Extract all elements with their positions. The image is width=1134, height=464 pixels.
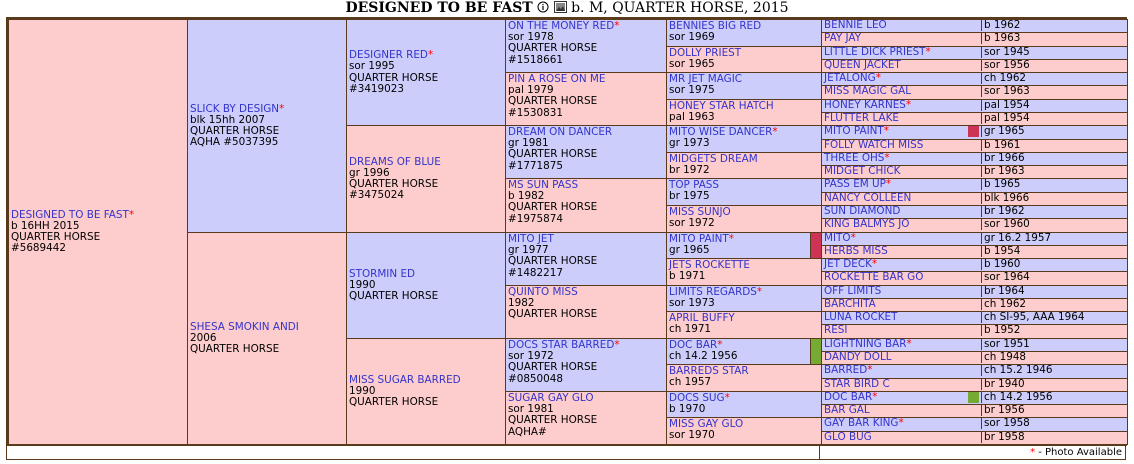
gen5-ancestor bbox=[821, 218, 1128, 233]
gen5-name-cell bbox=[822, 418, 980, 429]
horse-detail-line: sor 1960 bbox=[981, 219, 1127, 230]
horse-detail-line: gr 16.2 1957 bbox=[981, 233, 1127, 244]
horse-detail-line: pal 1979 bbox=[508, 84, 554, 97]
photo-star: * bbox=[906, 339, 912, 350]
horse-name-link[interactable]: QUINTO MISS bbox=[508, 286, 578, 298]
gen4-ancestor bbox=[666, 285, 822, 312]
gen5-ancestor bbox=[821, 59, 1128, 73]
horse-detail-line: QUARTER HORSE bbox=[349, 290, 439, 303]
gen5-name-cell bbox=[822, 352, 980, 363]
gen5-ancestor bbox=[821, 364, 1128, 379]
horse-name-link[interactable]: JETALONG bbox=[824, 73, 876, 84]
horse-detail-line: #3419023 bbox=[349, 82, 404, 95]
horse-name-link[interactable]: HERBS MISS bbox=[824, 246, 888, 257]
horse-name-link[interactable]: PAY JAY bbox=[824, 33, 862, 44]
horse-detail-line: pal 1954 bbox=[981, 113, 1127, 124]
horse-detail-line: br 1956 bbox=[981, 405, 1127, 416]
gen5-ancestor bbox=[821, 271, 1128, 286]
gen2-ancestor bbox=[346, 232, 506, 339]
horse-detail-line: gr 1965 bbox=[669, 244, 710, 257]
horse-detail-line: 2006 bbox=[190, 331, 217, 344]
horse-detail-line: QUARTER HORSE bbox=[11, 231, 101, 243]
horse-name-link[interactable]: DREAMS OF BLUE bbox=[349, 155, 441, 168]
horse-name-link[interactable]: BARRED bbox=[824, 365, 868, 376]
horse-detail-line: br 1972 bbox=[669, 164, 710, 177]
horse-detail-line: b 1960 bbox=[981, 259, 1127, 270]
horse-detail-line: QUARTER HORSE bbox=[190, 343, 280, 356]
horse-detail-line: sor 1970 bbox=[669, 429, 715, 442]
horse-detail-line: blk 15hh 2007 bbox=[190, 113, 265, 126]
horse-name-link[interactable]: BENNIE LEO bbox=[824, 20, 887, 31]
gen5-ancestor bbox=[821, 351, 1128, 365]
gen4-ancestor bbox=[666, 99, 822, 126]
gen5-name-cell bbox=[822, 47, 980, 58]
gen4-ancestor bbox=[666, 311, 822, 339]
gen5-ancestor bbox=[821, 338, 1128, 352]
horse-detail-line: ch 15.2 1946 bbox=[981, 365, 1127, 376]
horse-detail-line: ch 1971 bbox=[669, 323, 712, 336]
horse-detail-line: QUARTER HORSE bbox=[508, 414, 598, 427]
info-circle-icon[interactable] bbox=[537, 1, 549, 18]
gen4-ancestor bbox=[666, 364, 822, 392]
horse-name-link[interactable]: RESI bbox=[824, 325, 848, 336]
horse-detail-line: sor 1963 bbox=[981, 86, 1127, 97]
horse-detail-line: sor 1958 bbox=[981, 418, 1127, 429]
horse-detail-line: #5689442 bbox=[11, 242, 66, 255]
gen5-ancestor bbox=[821, 178, 1128, 193]
gen1-ancestor bbox=[187, 19, 347, 233]
gen5-name-cell bbox=[822, 286, 980, 297]
horse-name-link[interactable]: BARCHITA bbox=[824, 299, 876, 310]
horse-detail-line: #1518661 bbox=[508, 53, 563, 66]
photo-legend bbox=[819, 446, 1126, 460]
horse-detail-line: pal 1963 bbox=[669, 111, 715, 124]
horse-name-link[interactable]: MISS SUGAR BARRED bbox=[349, 373, 461, 386]
gen5-name-cell bbox=[822, 206, 980, 217]
gen5-name-cell bbox=[822, 140, 980, 151]
gen5-name-cell bbox=[822, 312, 980, 323]
legend-text: - Photo Available bbox=[1035, 447, 1122, 458]
horse-detail-line: br 1975 bbox=[669, 190, 710, 203]
photo-star: * bbox=[128, 208, 135, 221]
gen5-ancestor bbox=[821, 311, 1128, 325]
gen2-ancestor bbox=[346, 125, 506, 233]
gen5-name-cell bbox=[822, 432, 980, 443]
horse-name-link[interactable]: TOP PASS bbox=[669, 179, 719, 191]
photo-star: * bbox=[728, 233, 734, 245]
image-icon[interactable] bbox=[554, 1, 567, 18]
gen3-ancestor bbox=[505, 19, 667, 73]
horse-detail-line: b 1963 bbox=[981, 33, 1127, 44]
horse-detail-line: ch 1957 bbox=[669, 376, 712, 389]
gen5-name-cell bbox=[822, 179, 980, 190]
gen3-ancestor bbox=[505, 232, 667, 286]
color-swatch bbox=[810, 233, 821, 258]
horse-name-link[interactable]: ROCKETTE BAR GO bbox=[824, 272, 924, 283]
gen5-ancestor bbox=[821, 232, 1128, 246]
gen5-ancestor bbox=[821, 324, 1128, 339]
gen5-name-cell bbox=[822, 246, 980, 257]
gen5-name-cell bbox=[822, 193, 980, 204]
gen4-ancestor bbox=[666, 391, 822, 418]
gen4-ancestor bbox=[666, 232, 822, 259]
horse-detail-line: QUARTER HORSE bbox=[508, 148, 598, 161]
horse-detail-line: 1990 bbox=[349, 278, 376, 291]
gen4-ancestor bbox=[666, 46, 822, 73]
horse-name-link[interactable]: DREAM ON DANCER bbox=[508, 126, 613, 138]
horse-detail-line: sor 1945 bbox=[981, 47, 1127, 58]
photo-star: * bbox=[850, 233, 856, 244]
gen5-name-cell bbox=[822, 73, 980, 84]
gen5-name-cell bbox=[822, 405, 980, 416]
horse-name-link[interactable]: DOLLY PRIEST bbox=[669, 47, 742, 59]
horse-name-link[interactable]: MISS GAY GLO bbox=[669, 418, 744, 430]
horse-name-link[interactable]: DOCS STAR BARRED bbox=[508, 339, 615, 351]
horse-name-link[interactable]: MITO bbox=[824, 233, 851, 244]
gen5-ancestor bbox=[821, 85, 1128, 100]
gen3-ancestor bbox=[505, 72, 667, 126]
legend-star: * bbox=[1030, 447, 1036, 458]
subject-cell bbox=[8, 19, 188, 445]
gen5-name-cell bbox=[822, 233, 980, 244]
horse-name-link[interactable]: FOLLY WATCH MISS bbox=[824, 140, 924, 151]
gen5-ancestor bbox=[821, 32, 1128, 47]
gen5-name-cell bbox=[822, 365, 980, 376]
horse-detail-line: pal 1954 bbox=[981, 100, 1127, 111]
gen5-name-cell bbox=[822, 60, 980, 71]
horse-detail-line: b 1971 bbox=[669, 270, 706, 283]
horse-name-link[interactable]: OFF LIMITS bbox=[824, 286, 882, 297]
gen5-name-cell bbox=[822, 299, 980, 310]
gen4-ancestor bbox=[666, 338, 822, 365]
horse-detail-line: QUARTER HORSE bbox=[190, 125, 280, 137]
horse-detail-line: QUARTER HORSE bbox=[349, 178, 439, 190]
horse-name-link[interactable]: BARREDS STAR bbox=[669, 365, 749, 377]
horse-detail-line: ch 14.2 1956 bbox=[981, 392, 1127, 403]
photo-star: * bbox=[885, 179, 892, 190]
photo-star: * bbox=[925, 47, 931, 58]
gen3-ancestor bbox=[505, 285, 667, 339]
gen5-ancestor bbox=[821, 72, 1128, 86]
horse-detail-line: QUARTER HORSE bbox=[349, 396, 439, 409]
color-swatch bbox=[968, 392, 979, 403]
horse-detail-line: br 1962 bbox=[981, 206, 1127, 217]
gen4-ancestor bbox=[666, 152, 822, 179]
gen5-name-cell bbox=[822, 259, 980, 270]
gen3-ancestor bbox=[505, 178, 667, 233]
horse-detail-line: sor 1978 bbox=[508, 31, 554, 44]
horse-name-link[interactable]: JET DECK bbox=[824, 259, 872, 270]
horse-detail-line: ch 1962 bbox=[981, 299, 1127, 310]
horse-name-link[interactable]: LIGHTNING BAR bbox=[824, 339, 907, 350]
horse-name-link[interactable]: MITO JET bbox=[508, 233, 554, 245]
gen5-name-cell bbox=[822, 33, 980, 44]
horse-detail-line: b 1970 bbox=[669, 403, 706, 416]
horse-detail-line: QUARTER HORSE bbox=[508, 201, 598, 214]
horse-detail-line: 1982 bbox=[508, 297, 535, 310]
horse-name-link[interactable]: PIN A ROSE ON ME bbox=[508, 73, 606, 85]
horse-name-link[interactable]: SHESA SMOKIN ANDI bbox=[190, 320, 299, 333]
photo-star: * bbox=[883, 126, 889, 137]
gen5-name-cell bbox=[822, 379, 980, 390]
horse-detail-line: #1975874 bbox=[508, 212, 563, 225]
horse-detail-line: AQHA #5037395 bbox=[190, 136, 279, 149]
gen5-name-cell bbox=[822, 219, 980, 230]
horse-name-link[interactable]: MR JET MAGIC bbox=[669, 73, 743, 85]
gen5-ancestor bbox=[821, 192, 1128, 206]
gen5-name-cell bbox=[822, 100, 980, 111]
horse-detail-line: b 1965 bbox=[981, 179, 1127, 190]
horse-detail-line: gr 1973 bbox=[669, 137, 710, 150]
horse-detail-line: sor 1973 bbox=[669, 297, 715, 310]
horse-name-link[interactable]: SUGAR GAY GLO bbox=[508, 392, 594, 404]
photo-star: * bbox=[279, 102, 285, 115]
gen5-ancestor bbox=[821, 298, 1128, 312]
gen5-ancestor bbox=[821, 165, 1128, 179]
horse-detail-line: sor 1951 bbox=[981, 339, 1127, 350]
horse-detail-line: AQHA# bbox=[508, 425, 547, 438]
horse-name-link[interactable]: HONEY KARNES bbox=[824, 100, 906, 111]
photo-star: * bbox=[905, 100, 912, 111]
gen5-ancestor bbox=[821, 112, 1128, 126]
gen5-name-cell bbox=[822, 325, 980, 336]
horse-name-link[interactable]: JETS ROCKETTE bbox=[669, 259, 750, 271]
gen4-ancestor bbox=[666, 205, 822, 233]
gen5-ancestor bbox=[821, 99, 1128, 113]
page-header bbox=[0, 0, 1134, 17]
gen2-ancestor bbox=[346, 338, 506, 445]
horse-detail-line: QUARTER HORSE bbox=[508, 255, 598, 268]
gen5-name-cell bbox=[822, 272, 980, 283]
horse-detail-line: gr 1996 bbox=[349, 166, 390, 179]
gen5-ancestor bbox=[821, 139, 1128, 153]
gen4-ancestor bbox=[666, 258, 822, 286]
horse-name-link[interactable]: MIDGET CHICK bbox=[824, 166, 901, 177]
horse-name-link[interactable]: GLO BUG bbox=[824, 432, 872, 443]
horse-detail-line: gr 1981 bbox=[508, 137, 549, 150]
gen5-name-cell bbox=[822, 392, 980, 403]
horse-name-link[interactable]: GAY BAR KING bbox=[824, 418, 899, 429]
horse-detail-line: b 16HH 2015 bbox=[11, 219, 80, 232]
horse-name-link[interactable]: DESIGNED TO BE FAST bbox=[11, 208, 129, 221]
gen5-name-cell bbox=[822, 113, 980, 124]
horse-name-link[interactable]: NANCY COLLEEN bbox=[824, 193, 912, 204]
gen4-ancestor bbox=[666, 72, 822, 100]
gen5-name-cell bbox=[822, 153, 980, 164]
gen5-name-cell bbox=[822, 126, 980, 137]
horse-detail-line: gr 1965 bbox=[981, 126, 1127, 137]
photo-star: * bbox=[756, 286, 763, 298]
horse-title[interactable]: DESIGNED TO BE FAST bbox=[345, 0, 533, 16]
horse-name-link[interactable]: MIDGETS DREAM bbox=[669, 153, 758, 165]
horse-detail-line: br 1958 bbox=[981, 432, 1127, 443]
horse-detail-line: sor 1969 bbox=[669, 31, 715, 44]
photo-star: * bbox=[898, 418, 904, 429]
photo-star: * bbox=[724, 392, 730, 404]
horse-name-link[interactable]: MITO PAINT bbox=[669, 233, 729, 245]
photo-star: * bbox=[614, 339, 620, 351]
horse-name-link[interactable]: BAR GAL bbox=[824, 405, 870, 416]
photo-star: * bbox=[875, 73, 881, 84]
horse-name-link[interactable]: MISS SUNJO bbox=[669, 206, 731, 218]
color-swatch bbox=[810, 339, 821, 364]
horse-detail-line: sor 1964 bbox=[981, 272, 1127, 283]
horse-detail-line: #3475024 bbox=[349, 189, 404, 202]
horse-detail-line: 1990 bbox=[349, 384, 376, 397]
horse-detail-line: ch 14.2 1956 bbox=[669, 350, 738, 363]
gen5-ancestor bbox=[821, 417, 1128, 432]
gen4-ancestor bbox=[666, 125, 822, 153]
photo-star: * bbox=[884, 153, 890, 164]
horse-detail-line: b 1982 bbox=[508, 190, 545, 203]
horse-name-link[interactable]: PASS EM UP bbox=[824, 179, 886, 190]
photo-star: * bbox=[871, 259, 878, 270]
horse-name-link[interactable]: THREE OHS bbox=[824, 153, 885, 164]
gen4-ancestor bbox=[666, 19, 822, 47]
gen5-ancestor bbox=[821, 285, 1128, 299]
horse-name-link[interactable]: SUN DIAMOND bbox=[824, 206, 901, 217]
horse-detail-line: sor 1981 bbox=[508, 403, 554, 416]
gen5-ancestor bbox=[821, 258, 1128, 272]
photo-star: * bbox=[872, 392, 878, 403]
horse-name-link[interactable]: QUEEN JACKET bbox=[824, 60, 901, 71]
horse-detail-line: b 1954 bbox=[981, 246, 1127, 257]
horse-name-link[interactable]: APRIL BUFFY bbox=[669, 312, 735, 324]
horse-detail-line: ch SI-95, AAA 1964 bbox=[981, 312, 1127, 323]
gen5-name-cell bbox=[822, 20, 980, 31]
horse-detail-line: QUARTER HORSE bbox=[349, 71, 439, 84]
horse-name-link[interactable]: LIMITS REGARDS bbox=[669, 286, 757, 298]
horse-name-link[interactable]: DOC BAR bbox=[669, 339, 718, 351]
horse-detail-line: #1482217 bbox=[508, 266, 563, 279]
horse-detail-line: QUARTER HORSE bbox=[508, 308, 598, 321]
horse-detail-line: br 1964 bbox=[981, 286, 1127, 297]
horse-detail-line: b 1952 bbox=[981, 325, 1127, 336]
gen3-ancestor bbox=[505, 391, 667, 445]
horse-name-link[interactable]: KING BALMYS JO bbox=[824, 219, 910, 230]
horse-detail-line: QUARTER HORSE bbox=[508, 361, 598, 374]
horse-detail-line: #0850048 bbox=[508, 372, 563, 385]
gen5-name-cell bbox=[822, 166, 980, 177]
horse-name-link[interactable]: FLUTTER LAKE bbox=[824, 113, 899, 124]
horse-detail-line: sor 1995 bbox=[349, 60, 395, 73]
horse-name-link[interactable]: DOCS SUG bbox=[669, 392, 725, 404]
horse-detail-line: ch 1948 bbox=[981, 352, 1127, 363]
horse-detail-line: sor 1956 bbox=[981, 60, 1127, 71]
horse-details: b. M, QUARTER HORSE, 2015 bbox=[571, 0, 789, 16]
horse-detail-line: #1530831 bbox=[508, 106, 563, 119]
horse-name-link[interactable]: DESIGNER RED bbox=[349, 49, 428, 62]
gen5-ancestor bbox=[821, 46, 1128, 60]
horse-detail-line: sor 1975 bbox=[669, 84, 715, 97]
photo-star: * bbox=[614, 20, 620, 32]
horse-name-link[interactable]: DOC BAR bbox=[824, 392, 873, 403]
gen5-ancestor bbox=[821, 378, 1128, 392]
horse-detail-line: br 1940 bbox=[981, 379, 1127, 390]
photo-star: * bbox=[867, 365, 873, 376]
horse-detail-line: QUARTER HORSE bbox=[508, 95, 598, 108]
gen5-name-cell bbox=[822, 86, 980, 97]
photo-star: * bbox=[772, 126, 778, 138]
photo-star: * bbox=[717, 339, 723, 351]
horse-detail-line: QUARTER HORSE bbox=[508, 42, 598, 55]
horse-name-link[interactable]: MITO PAINT bbox=[824, 126, 884, 137]
horse-detail-line: b 1961 bbox=[981, 140, 1127, 151]
horse-name-link[interactable]: STAR BIRD C bbox=[824, 379, 890, 390]
horse-detail-line: sor 1972 bbox=[508, 350, 554, 363]
horse-name-link[interactable]: LUNA ROCKET bbox=[824, 312, 898, 323]
gen3-ancestor bbox=[505, 125, 667, 179]
gen5-ancestor bbox=[821, 431, 1128, 445]
horse-name-link[interactable]: MISS MAGIC GAL bbox=[824, 86, 912, 97]
horse-name-link[interactable]: BENNIES BIG RED bbox=[669, 20, 762, 32]
horse-detail-line: br 1963 bbox=[981, 166, 1127, 177]
horse-name-link[interactable]: MITO WISE DANCER bbox=[669, 126, 773, 138]
pedigree-grid bbox=[6, 17, 1127, 446]
horse-name-link[interactable]: ON THE MONEY RED bbox=[508, 20, 615, 32]
photo-star: * bbox=[427, 49, 434, 62]
gen1-ancestor bbox=[187, 232, 347, 445]
gen5-ancestor bbox=[821, 19, 1128, 33]
horse-name-link[interactable]: SLICK BY DESIGN bbox=[190, 102, 280, 115]
footer-spacer bbox=[6, 446, 820, 460]
horse-detail-line: b 1962 bbox=[981, 20, 1127, 31]
gen5-name-cell bbox=[822, 339, 980, 350]
gen5-ancestor bbox=[821, 125, 1128, 140]
gen3-ancestor bbox=[505, 338, 667, 392]
horse-detail-line: sor 1972 bbox=[669, 217, 715, 230]
gen5-ancestor bbox=[821, 245, 1128, 259]
horse-name-link[interactable]: LITTLE DICK PRIEST bbox=[824, 47, 926, 58]
color-swatch bbox=[968, 126, 979, 137]
horse-name-link[interactable]: HONEY STAR HATCH bbox=[669, 100, 774, 112]
horse-detail-line: br 1966 bbox=[981, 153, 1127, 164]
gen5-ancestor bbox=[821, 391, 1128, 405]
horse-detail-line: #1771875 bbox=[508, 159, 563, 172]
gen5-ancestor bbox=[821, 205, 1128, 219]
gen5-ancestor bbox=[821, 152, 1128, 166]
gen4-ancestor bbox=[666, 417, 822, 445]
horse-name-link[interactable]: MS SUN PASS bbox=[508, 179, 579, 191]
gen5-ancestor bbox=[821, 404, 1128, 418]
gen2-ancestor bbox=[346, 19, 506, 126]
horse-name-link[interactable]: DANDY DOLL bbox=[824, 352, 892, 363]
horse-detail-line: blk 1966 bbox=[981, 193, 1127, 204]
horse-name-link[interactable]: STORMIN ED bbox=[349, 267, 416, 280]
horse-detail-line: ch 1962 bbox=[981, 73, 1127, 84]
horse-detail-line: sor 1965 bbox=[669, 58, 715, 71]
gen4-ancestor bbox=[666, 178, 822, 206]
horse-detail-line: gr 1977 bbox=[508, 244, 549, 257]
